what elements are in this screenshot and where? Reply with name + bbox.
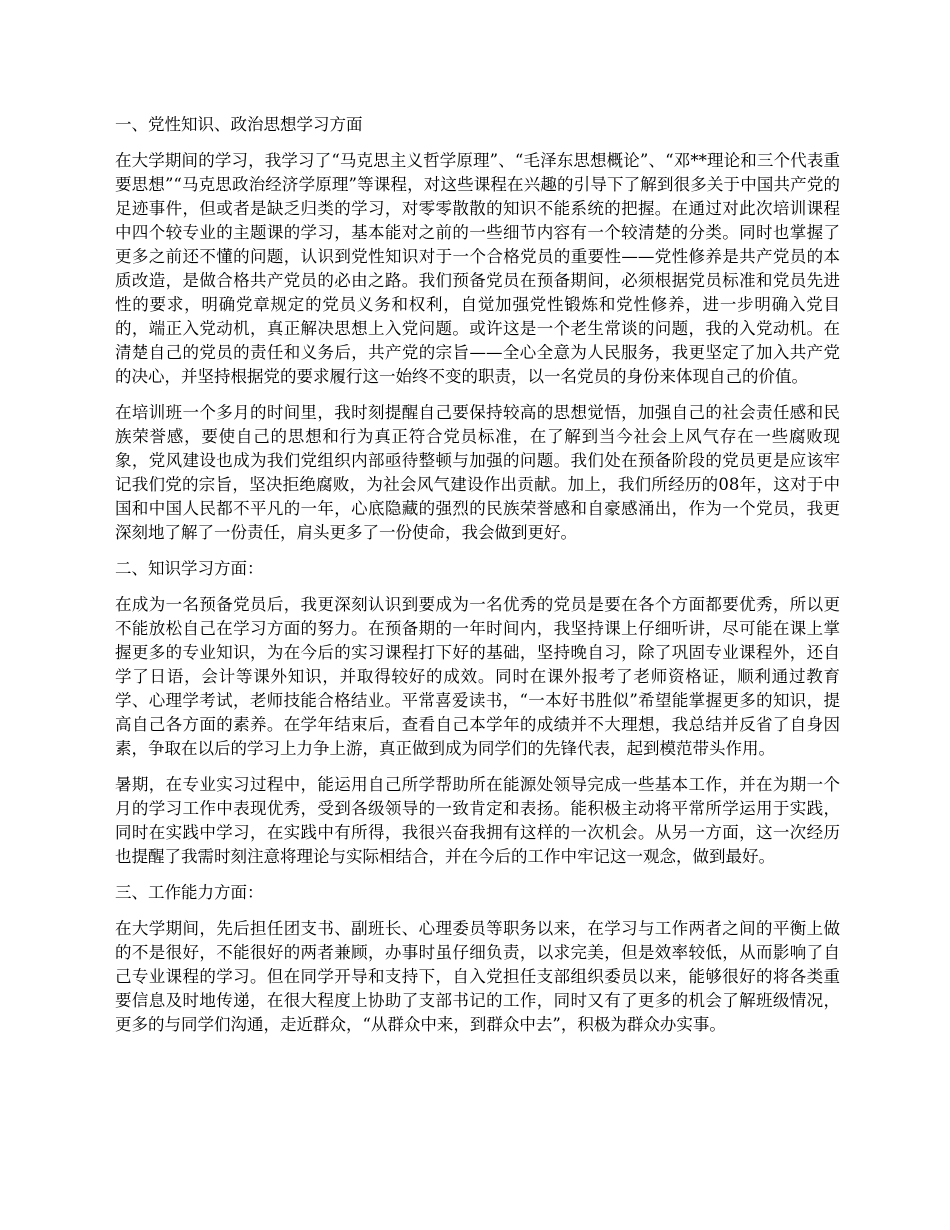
document-page (115, 113, 840, 1049)
section-heading-party-knowledge: 一、党性知识、政治思想学习方面 (115, 115, 363, 134)
section-heading-knowledge-learning: 二、知识学习方面： (115, 559, 264, 578)
paragraph-probationary-study: 在成为一名预备党员后，我更深刻认识到要成为一名优秀的党员是要在各个方面都要优秀，所以更不能放松自己在学习方面的努力。在预备期的一年时间内，我坚持课上仔细听讲，尽可能在课上掌握更多的专业知识，为在今后的实习课程打下好的基础，坚持晚自习，除了巩固专业课程外，还自学了日语，会计等课外知识，并取得较好的成效。同时在课外报考了老师资格证，顺利通过教育学、心理学考试，老师技能合格结业。平常喜爱读书，“一本好书胜似”希望能掌握更多的知识，提高自己各方面的素养。在学年结束后，查看自己本学年的成绩并不大理想，我总结并反省了自身因素，争取在以后的学习上力争上游，真正做到成为同学们的先锋代表，起到模范带头作用。 (115, 595, 840, 758)
paragraph-university-study: 在大学期间的学习，我学习了“马克思主义哲学原理”、“毛泽东思想概论”、“邓**理论和三个代表重要思想”“马克思政治经济学原理”等课程，对这些课程在兴趣的引导下了解到很多关于中国共产党的足迹事件，但或者是缺乏归类的学习，对零零散散的知识不能系统的把握。在通过对此次培训课程中四个较专业的主题课的学习，基本能对之前的一些细节内容有一个较清楚的分类。同时也掌握了更多之前还不懂的问题，认识到党性知识对于一个合格党员的重要性——党性修养是共产党员的本质改造，是做合格共产党员的必由之路。我们预备党员在预备期间，必须根据党员标准和党员先进性的要求，明确党章规定的党员义务和权利，自觉加强党性锻炼和党性修养，进一步明确入党目的，端正入党动机，真正解决思想上入党问题。或许这是一个老生常谈的问题，我的入党动机。在清楚自己的党员的责任和义务后，共产党的宗旨——全心全意为人民服务，我更坚定了加入共产党的决心，并坚持根据党的要求履行这一始终不变的职责，以一名党员的身份来体现自己的价值。 (115, 151, 840, 386)
section-heading-work-ability: 三、工作能力方面： (115, 883, 264, 902)
paragraph-work-roles: 在大学期间，先后担任团支书、副班长、心理委员等职务以来，在学习与工作两者之间的平衡上做的不是很好，不能很好的两者兼顾，办事时虽仔细负责，以求完美，但是效率较低，从而影响了自己专业课程的学习。但在同学开导和支持下，自入党担任支部组织委员以来，能够很好的将各类重要信息及时地传递，在很大程度上协助了支部书记的工作，同时又有了更多的机会了解班级情况，更多的与同学们沟通，走近群众，“从群众中来，到群众中去”，积极为群众办实事。 (115, 919, 840, 1034)
paragraph-summer-internship: 暑期，在专业实习过程中，能运用自己所学帮助所在能源处领导完成一些基本工作，并在为期一个月的学习工作中表现优秀，受到各级领导的一致肯定和表扬。能积极主动将平常所学运用于实践，同时在实践中学习，在实践中有所得，我很兴奋我拥有这样的一次机会。从另一方面，这一次经历也提醒了我需时刻注意将理论与实际相结合，并在今后的工作中牢记这一观念，做到最好。 (115, 775, 840, 866)
paragraph-training-class: 在培训班一个多月的时间里，我时刻提醒自己要保持较高的思想觉悟，加强自己的社会责任感和民族荣誉感，要使自己的思想和行为真正符合党员标准，在了解到当今社会上风气存在一些腐败现象，党风建设也成为我们党组织内部亟待整顿与加强的问题。我们处在预备阶段的党员更是应该牢记我们党的宗旨，坚决拒绝腐败，为社会风气建设作出贡献。加上，我们所经历的08年，这对于中国和中国人民都不平凡的一年，心底隐藏的强烈的民族荣誉感和自豪感涌出，作为一个党员，我更深刻地了解了一份责任，肩头更多了一份使命，我会做到更好。 (115, 403, 840, 542)
